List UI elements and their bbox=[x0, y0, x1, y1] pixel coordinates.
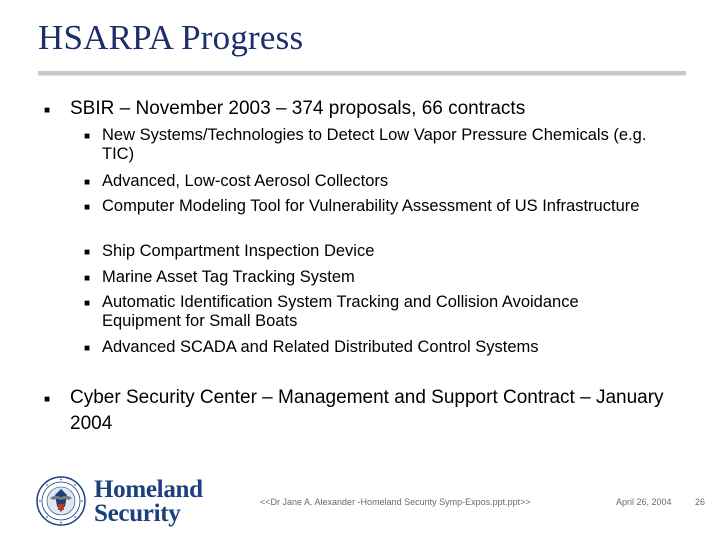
bullet-square-icon: ■ bbox=[84, 343, 91, 354]
title-divider-shadow bbox=[38, 75, 686, 76]
bullet-text: SBIR – November 2003 – 374 proposals, 66 contracts bbox=[70, 98, 526, 119]
bullet-square-icon: ■ bbox=[84, 177, 91, 188]
bullet-text: Cyber Security Center – Management and Support Contract – January 2004 bbox=[70, 387, 664, 434]
bullet-square-icon: ■ bbox=[84, 202, 91, 213]
page-number: 26 bbox=[695, 497, 706, 507]
bullet-square-icon: ■ bbox=[84, 273, 91, 284]
bullet-square-icon: ■ bbox=[84, 247, 91, 258]
footer-presenter: <<Dr Jane A. Alexander -Homeland Security Symp-Expos.ppt.ppt>> bbox=[260, 497, 531, 507]
bullet-square-icon: ■ bbox=[44, 105, 51, 116]
sub-bullet-text: Ship Compartment Inspection Device bbox=[102, 242, 375, 260]
dhs-logo bbox=[36, 474, 216, 530]
sub-bullet-text: New Systems/Technologies to Detect Low Vapor Pressure Chemicals (e.g. TIC) bbox=[102, 126, 647, 163]
bullet-square-icon: ■ bbox=[44, 394, 51, 405]
sub-bullet-text: Marine Asset Tag Tracking System bbox=[102, 268, 355, 286]
bullet-square-icon: ■ bbox=[84, 298, 91, 309]
sub-bullet-text: Advanced SCADA and Related Distributed Control Systems bbox=[102, 338, 539, 356]
dhs-seal-icon bbox=[36, 476, 86, 526]
sub-bullet-text: Advanced, Low-cost Aerosol Collectors bbox=[102, 172, 389, 190]
sub-bullet-text: Computer Modeling Tool for Vulnerability Assessment of US Infrastructure bbox=[102, 197, 640, 215]
footer-date: April 26, 2004 bbox=[616, 497, 672, 507]
logo-text-security: Security bbox=[94, 500, 181, 527]
logo-text-homeland: Homeland bbox=[94, 476, 203, 503]
slide-title: HSARPA Progress bbox=[38, 18, 304, 57]
bullet-square-icon: ■ bbox=[84, 131, 91, 142]
sub-bullet-text: Automatic Identification System Tracking and Collision Avoidance Equipment for Small Boats bbox=[102, 293, 579, 330]
